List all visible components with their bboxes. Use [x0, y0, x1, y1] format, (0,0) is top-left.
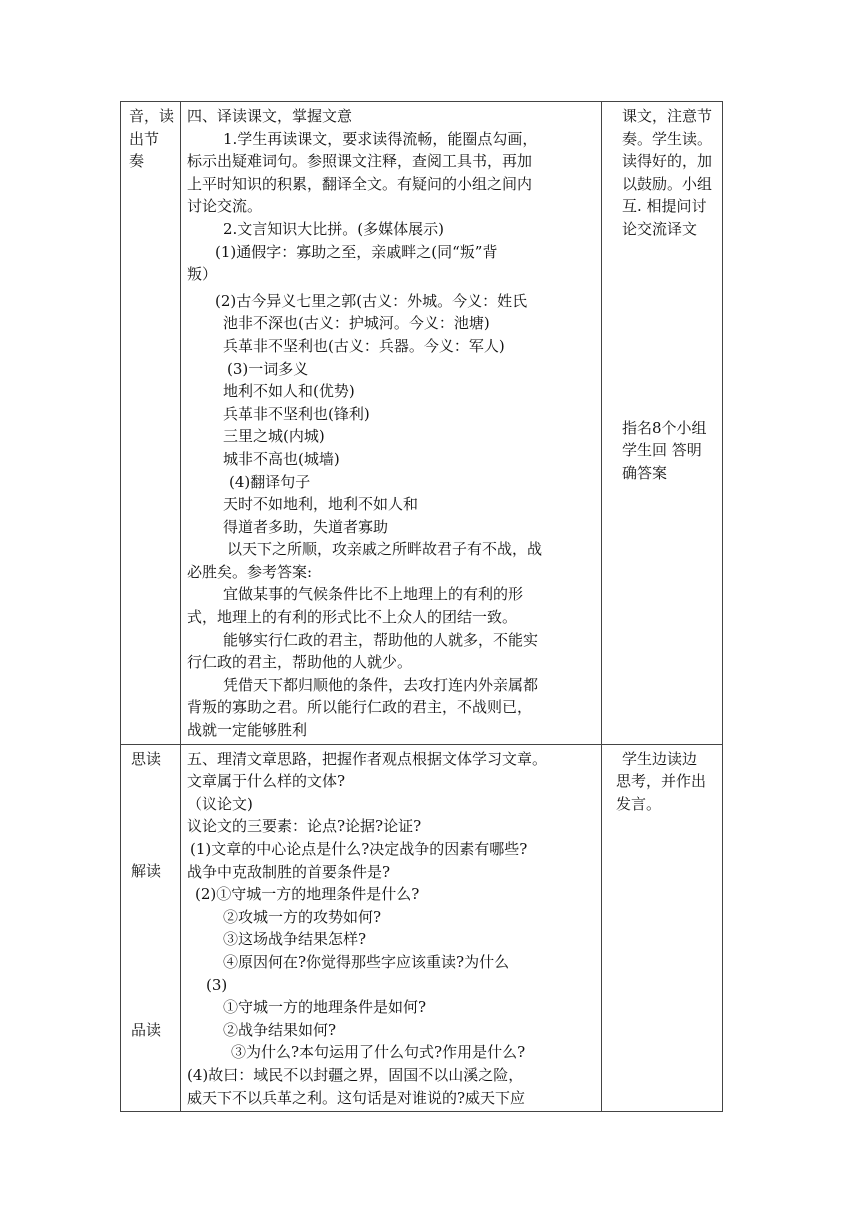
student-activity-line: 确答案: [622, 463, 668, 482]
activity-label-line: 音，读: [129, 107, 175, 125]
content-line: (4)翻译句子: [229, 472, 311, 491]
student-activity-line: 论交流译文: [622, 219, 698, 238]
student-activity-cell: [602, 102, 723, 745]
content-line: (2)古今异义七里之郭(古义：外城。今义：姓氏: [215, 291, 528, 310]
content-line: 威天下不以兵革之利。这句话是对谁说的?威天下应: [187, 1088, 526, 1107]
content-line: 上平时知识的积累，翻译全文。有疑问的小组之间内: [187, 174, 533, 193]
content-line: 式，地理上的有利的形式比不上众人的团结一致。: [187, 608, 518, 627]
content-line: 议论文的三要素：论点?论据?论证?: [187, 817, 422, 836]
content-line: 战争中克敌制胜的首要条件是?: [187, 862, 391, 881]
student-activity-line: 读得好的，加: [622, 152, 713, 171]
activity-label-line: 出节: [129, 129, 160, 148]
content-line: (3)一词多义: [227, 359, 309, 378]
content-line: 地利不如人和(优势): [223, 382, 355, 401]
student-activity-line: 互. 相提问讨: [622, 197, 707, 216]
activity-label-line: 思读: [131, 749, 162, 768]
content-line: 2.文言知识大比拼。(多媒体展示): [223, 219, 445, 238]
content-line: 行仁政的君主，帮助他的人就少。: [187, 653, 413, 672]
content-line: 讨论交流。: [187, 197, 263, 216]
content-line: ③为什么?本句运用了什么句式?作用是什么?: [231, 1043, 526, 1062]
content-line: (4)故曰：域民不以封疆之界，固国不以山溪之险，: [187, 1065, 524, 1084]
content-line: ④原因何在?你觉得那些字应该重读?为什么: [223, 952, 510, 971]
content-line: 文章属于什么样的文体?: [187, 772, 346, 791]
content-line: ③这场战争结果怎样?: [223, 930, 367, 949]
activity-label-line: 解读: [131, 862, 162, 881]
student-activity-line: 思考，并作出: [616, 772, 707, 791]
student-activity-cell: [602, 744, 723, 1112]
content-line: 兵革非不坚利也(古义：兵器。今义：军人): [223, 336, 505, 355]
section-heading: 五、理清文章思路，把握作者观点根据文体学习文章。: [187, 749, 548, 768]
student-activity-line: 指名8个小组: [622, 418, 707, 437]
content-line: 天时不如地利，地利不如人和: [223, 495, 419, 514]
content-line: ②战争结果如何?: [223, 1020, 337, 1039]
content-line: 能够实行仁政的君主，帮助他的人就多，不能实: [223, 630, 539, 649]
content-line: 背叛的寡助之君。所以能行仁政的君主，不战则已，: [187, 698, 533, 717]
content-line: （议论文): [187, 794, 253, 813]
student-activity-line: 课文，注意节: [622, 107, 713, 125]
content-line: 叛）: [187, 265, 218, 284]
student-activity-line: 奏。学生读。: [622, 129, 713, 148]
table-row-translate-reading: [121, 102, 723, 745]
student-activity-line: 学生回 答明: [622, 441, 702, 460]
content-line: 城非不高也(城墙): [223, 449, 340, 468]
content-line: 以天下之所顺，攻亲戚之所畔故君子有不战，战: [227, 540, 543, 559]
activity-label-cell: [121, 102, 181, 745]
activity-label-line: 品读: [131, 1020, 162, 1039]
content-line: (1)通假字：寡助之至，亲戚畔之(同“叛”背: [215, 242, 498, 261]
activity-label-cell: [121, 744, 181, 1112]
section-heading: 四、译读课文，掌握文意: [187, 107, 353, 125]
content-line: ①守城一方的地理条件是如何?: [223, 998, 427, 1017]
lesson-plan-table: [120, 101, 723, 1112]
teaching-content-cell: [181, 102, 602, 745]
content-line: 必胜矣。参考答案:: [187, 562, 313, 581]
content-line: ②攻城一方的攻势如何?: [223, 907, 382, 926]
content-line: 得道者多助，失道者寡助: [223, 517, 389, 536]
content-line: 战就一定能够胜利: [187, 721, 308, 740]
teaching-content-cell: [181, 744, 602, 1112]
content-line: (3): [206, 975, 228, 994]
content-line: 兵革非不坚利也(锋利): [223, 404, 370, 423]
content-line: 三里之城(内城): [223, 427, 325, 446]
content-line: 池非不深也(古义：护城河。今义：池塘): [223, 314, 490, 333]
content-line: 凭借天下都归顺他的条件，去攻打连内外亲属都: [223, 675, 539, 694]
table-row-thinking-reading: [121, 744, 723, 1112]
content-line: 1.学生再读课文，要求读得流畅，能圈点勾画，: [223, 129, 538, 148]
content-line: (2)①守城一方的地理条件是什么?: [195, 885, 420, 904]
activity-label-line: 奏: [129, 152, 145, 171]
student-activity-line: 发言。: [616, 794, 662, 813]
content-line: (1)文章的中心论点是什么?决定战争的因素有哪些?: [190, 840, 528, 858]
content-line: 标示出疑难词句。参照课文注释，查阅工具书，再加: [187, 152, 533, 171]
content-line: 宜做某事的气候条件比不上地理上的有利的形: [223, 585, 524, 604]
student-activity-line: 学生边读边: [622, 749, 698, 768]
student-activity-line: 以鼓励。小组: [622, 174, 713, 193]
